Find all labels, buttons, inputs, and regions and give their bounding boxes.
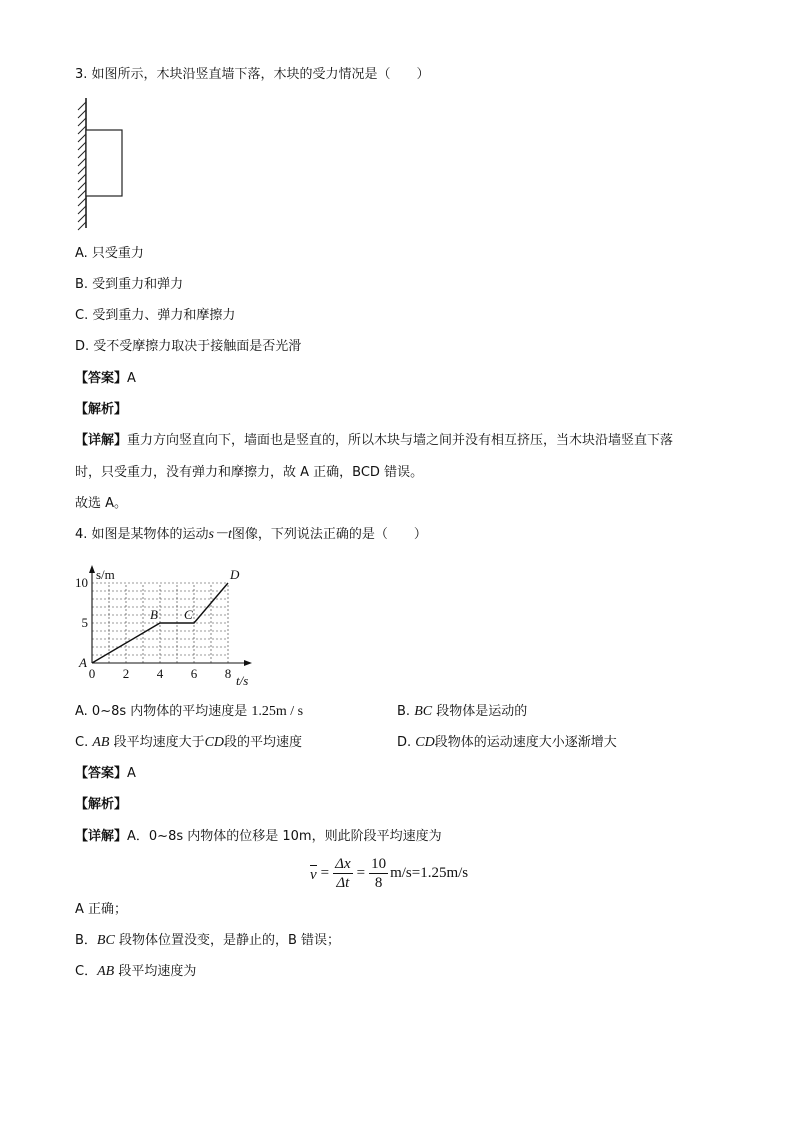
detail-text: 重力方向竖直向下，墙面也是竖直的，所以木块与墙之间并没有相互挤压，当木块沿墙竖直下落 bbox=[127, 433, 674, 448]
q3-analysis-tag: 【解析】 bbox=[75, 402, 128, 417]
point-label: C bbox=[184, 607, 193, 622]
q4-option-b-post: 段物体是运动的 bbox=[432, 704, 528, 719]
q4-answer bbox=[75, 765, 136, 783]
q4-b-line-post: 段物体位置没变，是静止的，B 错误； bbox=[114, 933, 340, 948]
fraction-num1: Δx bbox=[335, 855, 351, 872]
q4-b-line-var: BC bbox=[96, 933, 115, 948]
q4-option-b-var: BC bbox=[414, 704, 433, 719]
q3-option-c: C. 受到重力、弹力和摩擦力 bbox=[75, 308, 236, 323]
q4-c-line bbox=[75, 963, 196, 981]
y-axis-label: s/m bbox=[96, 567, 115, 582]
q3-conclusion: 故选 A。 bbox=[75, 496, 128, 511]
answer-tag: 【答案】 bbox=[75, 371, 128, 386]
q4-stem-post: 图像，下列说法正确的是（ ） bbox=[231, 527, 427, 542]
x-tick-label: 2 bbox=[122, 666, 130, 681]
q4-option-d-pre: D. bbox=[397, 735, 416, 750]
fraction-num2: 10 bbox=[371, 855, 387, 872]
fraction-den2: 8 bbox=[374, 874, 383, 891]
s-t-chart bbox=[70, 560, 270, 690]
q4-option-d bbox=[397, 734, 617, 752]
q4-option-c-pre: C. bbox=[75, 735, 93, 750]
answer-tag: 【答案】 bbox=[75, 766, 128, 781]
q4-option-c-var1: AB bbox=[92, 735, 110, 750]
x-axis-arrow bbox=[244, 660, 252, 666]
formula-eq2: = bbox=[356, 864, 366, 881]
formula-tail: m/s=1.25m/s bbox=[390, 864, 469, 881]
fraction-den1: Δt bbox=[336, 874, 350, 891]
q4-detail-a bbox=[75, 828, 442, 846]
formula-v-text: v bbox=[310, 866, 317, 883]
q3-option-b: B. 受到重力和弹力 bbox=[75, 277, 184, 292]
wooden-block bbox=[86, 130, 122, 196]
q4-option-d-var: CD bbox=[415, 735, 435, 750]
q4-option-c bbox=[75, 734, 302, 752]
q4-b-line-pre: B． bbox=[75, 933, 97, 948]
avg-velocity-formula bbox=[310, 852, 468, 894]
x-tick-label: 6 bbox=[190, 666, 198, 681]
x-tick-label: 8 bbox=[224, 666, 232, 681]
chart-labels bbox=[75, 567, 248, 688]
wall-block-figure bbox=[66, 96, 136, 236]
q4-option-a bbox=[75, 703, 303, 721]
formula-v bbox=[310, 863, 317, 884]
point-label: A bbox=[79, 655, 87, 670]
formula-eq1: = bbox=[320, 864, 330, 881]
answer-value: A bbox=[127, 371, 136, 386]
q4-option-a-val: 1.25m / s bbox=[251, 704, 304, 719]
q4-option-b-pre: B. bbox=[397, 704, 415, 719]
q4-option-d-post: 段物体的运动速度大小逐渐增大 bbox=[434, 735, 617, 750]
q4-option-c-var2: CD bbox=[204, 735, 225, 750]
y-tick-label: 5 bbox=[81, 615, 88, 630]
q4-a-correct: A 正确； bbox=[75, 902, 128, 917]
q3-detail-line1 bbox=[75, 432, 673, 450]
q4-option-a-pre: A. 0~8s 内物体的平均速度是 bbox=[75, 704, 252, 719]
answer-value: A bbox=[127, 766, 136, 781]
detail-text: A．0~8s 内物体的位移是 10m，则此阶段平均速度为 bbox=[127, 829, 442, 844]
q4-option-c-post: 段的平均速度 bbox=[224, 735, 303, 750]
q4-option-b bbox=[397, 703, 527, 721]
v-bar bbox=[310, 865, 317, 866]
q3-detail-line2: 时，只受重力，没有弹力和摩擦力，故 A 正确，BCD 错误。 bbox=[75, 465, 424, 480]
x-tick-label: 4 bbox=[156, 666, 164, 681]
q4-c-line-var: AB bbox=[97, 964, 115, 979]
y-axis-arrow bbox=[89, 565, 95, 573]
fraction-10-8 bbox=[369, 855, 388, 892]
q4-c-line-pre: C． bbox=[75, 964, 98, 979]
detail-tag: 【详解】 bbox=[75, 829, 128, 844]
point-label: D bbox=[230, 567, 240, 582]
q3-stem: 3. 如图所示，木块沿竖直墙下落，木块的受力情况是（ ） bbox=[75, 67, 430, 82]
q4-stem bbox=[75, 526, 427, 544]
q3-option-a: A. 只受重力 bbox=[75, 246, 144, 261]
fraction-dx-dt bbox=[333, 855, 352, 892]
wall-hatching bbox=[78, 98, 86, 230]
point-label: B bbox=[150, 607, 158, 622]
q4-stem-var: s－t bbox=[208, 527, 232, 542]
q4-c-line-post: 段平均速度为 bbox=[114, 964, 197, 979]
q4-b-line bbox=[75, 932, 340, 950]
detail-tag: 【详解】 bbox=[75, 433, 128, 448]
q3-answer bbox=[75, 370, 136, 388]
q4-stem-pre: 4. 如图是某物体的运动 bbox=[75, 527, 209, 542]
y-tick-label: 10 bbox=[75, 575, 88, 590]
x-axis-label: t/s bbox=[236, 673, 249, 688]
x-tick-label: 0 bbox=[88, 666, 96, 681]
q4-analysis-tag: 【解析】 bbox=[75, 797, 128, 812]
q4-option-c-mid: 段平均速度大于 bbox=[109, 735, 205, 750]
q3-option-d: D. 受不受摩擦力取决于接触面是否光滑 bbox=[75, 339, 302, 354]
